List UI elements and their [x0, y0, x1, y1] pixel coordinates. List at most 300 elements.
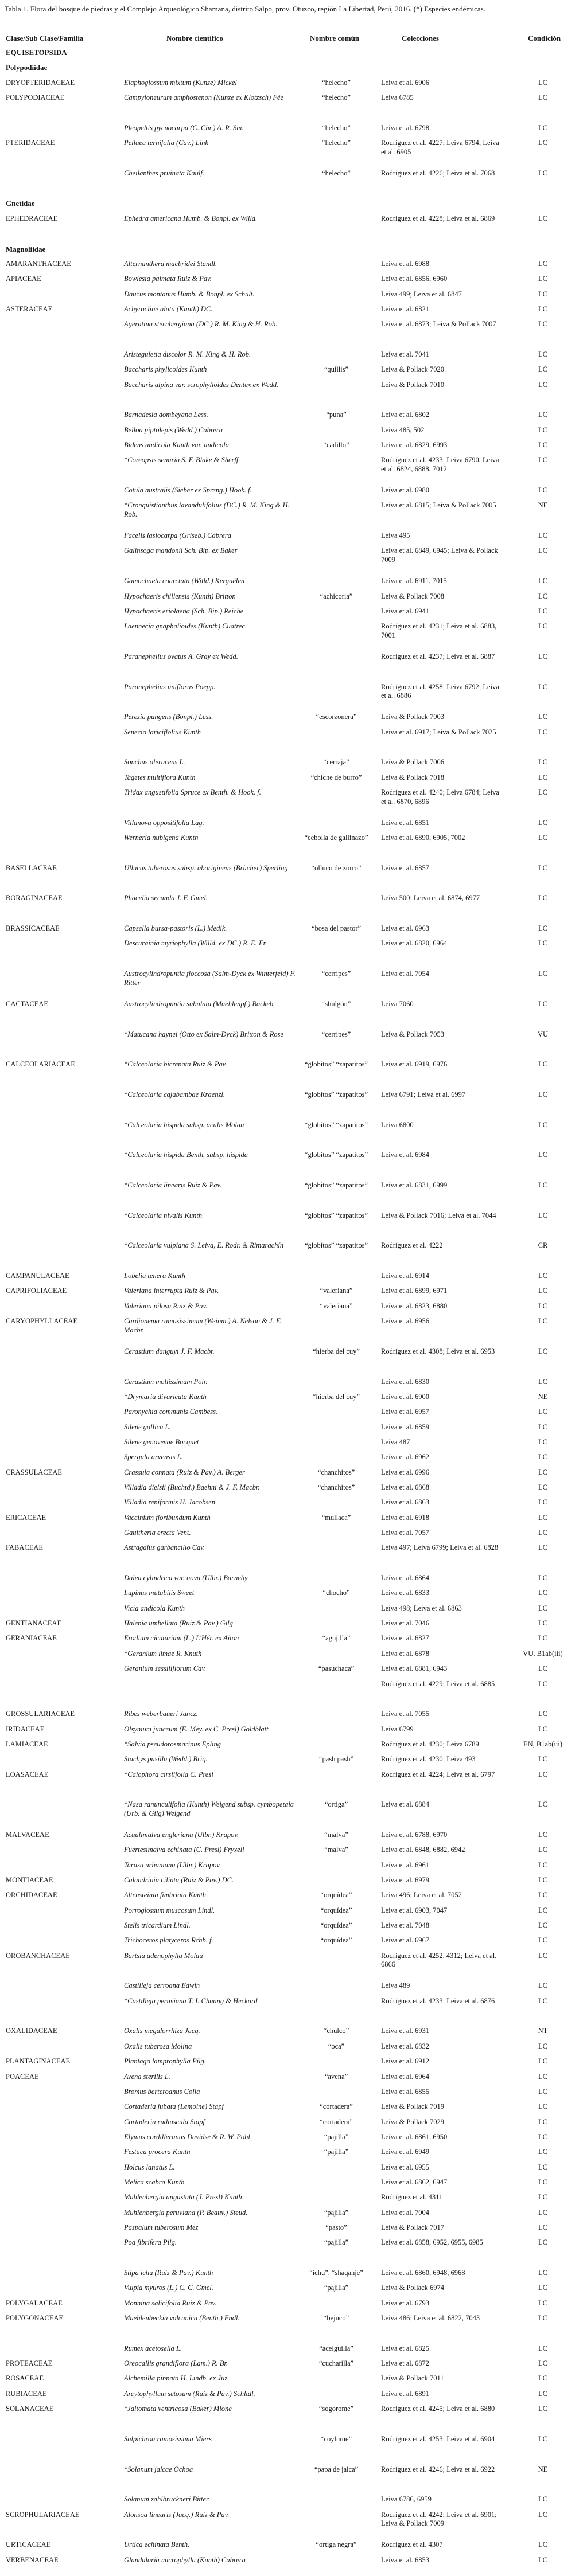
collections-cell: Leiva 500; Leiva et al. 6874, 6977 [381, 894, 480, 902]
collections-cell: Leiva et al. 6884 [381, 1800, 429, 1809]
condition-cell: LC [538, 1936, 547, 1945]
collections-cell: Leiva et al. 6903, 7047 [381, 1906, 448, 1914]
family-cell: CALCEOLARIACEAE [6, 1060, 75, 1069]
family-cell: URTICACEAE [6, 2540, 51, 2549]
common-name-cell: “pash pash” [318, 1755, 354, 1764]
family-cell: SOLANACEAE [6, 2405, 54, 2413]
condition-cell: LC [538, 214, 547, 222]
common-name-cell: “papa de jalca” [314, 2465, 359, 2473]
condition-cell: LC [538, 970, 547, 978]
collections-cell: Leiva et al. 6911, 7015 [381, 577, 447, 585]
collections-cell: Leiva et al. 6849, 6945; Leiva & Pollack 7009 [381, 546, 498, 564]
collections-cell: Leiva & Pollack 7016; Leiva et al. 7044 [381, 1211, 496, 1219]
condition-cell: LC [538, 275, 547, 283]
collections-cell: Leiva & Pollack 7017 [381, 2223, 445, 2231]
condition-cell: LC [538, 1574, 547, 1582]
condition-cell: LC [538, 1422, 547, 1431]
condition-cell: LC [538, 1800, 547, 1809]
scientific-name-cell: *Drymaria divaricata Kunth [124, 1392, 207, 1401]
scientific-name-cell: Campyloneurum amphostenon (Kunze ex Klotzsch) Fée [124, 93, 284, 102]
condition-cell: LC [538, 1317, 547, 1326]
condition-cell: LC [538, 1151, 547, 1159]
condition-cell: LC [538, 304, 547, 313]
family-cell: GROSSULARIACEAE [6, 1710, 75, 1718]
condition-cell: LC [538, 2510, 547, 2519]
common-name-cell: “helecho” [322, 123, 351, 132]
scientific-name-cell: Sonchus oleraceus L. [124, 758, 185, 767]
collections-cell: Leiva et al. 6979 [381, 1876, 429, 1885]
collections-cell: Leiva et al. 6857 [381, 863, 429, 872]
common-name-cell: “ortiga negra” [316, 2540, 357, 2549]
collections-cell: Leiva et al. 6917; Leiva & Pollack 7025 [381, 728, 496, 736]
scientific-name-cell: *Calceolaria bicrenata Ruiz & Pav. [124, 1060, 227, 1069]
family-cell: POLYGALACEAE [6, 2299, 63, 2307]
condition-cell: LC [538, 1181, 547, 1190]
condition-cell: LC [538, 1453, 547, 1461]
condition-cell: LC [538, 758, 547, 767]
collections-cell: Leiva et al. 6964 [381, 2072, 429, 2081]
condition-cell: NE [538, 2465, 548, 2473]
common-name-cell: “olluco de zorro” [311, 863, 362, 872]
common-name-cell: “globitos” “zapatitos” [304, 1241, 368, 1250]
common-name-cell: “sogorome” [318, 2405, 354, 2413]
scientific-name-cell: Festuca procera Kunth [124, 2148, 191, 2156]
family-cell: LAMIACEAE [6, 1740, 48, 1748]
scientific-name-cell: Villadia dielsii (Buchtd.) Baehni & J. F. Macbr. [124, 1483, 260, 1491]
collections-cell: Rodríguez et al. 4233; Leiva et al. 6876 [381, 1996, 495, 2005]
collections-cell: Leiva et al. 6873; Leiva & Pollack 7007 [381, 320, 496, 329]
family-cell: MALVACEAE [6, 1830, 49, 1839]
condition-cell: LC [538, 2495, 547, 2504]
collections-cell: Leiva et al. 6890, 6905, 7002 [381, 834, 465, 842]
collections-cell: Rodríguez et al. 4242; Leiva et al. 6901; Leiva & Pollack 7009 [381, 2510, 497, 2528]
collections-cell: Leiva 499; Leiva et al. 6847 [381, 290, 462, 298]
collections-cell: Leiva 487 [381, 1437, 410, 1446]
scientific-name-cell: Erodium cicutarium (L.) L'Hér. ex Aiton [124, 1634, 239, 1643]
condition-cell: LC [538, 788, 547, 797]
scientific-name-cell: Paspalum tuberosum Mez [124, 2223, 199, 2231]
scientific-name-cell: Cortaderia rudiuscula Stapf [124, 2117, 205, 2126]
condition-cell: LC [538, 78, 547, 87]
collections-cell: Leiva et al. 6860, 6948, 6968 [381, 2269, 465, 2277]
family-cell: PLANTAGINACEAE [6, 2057, 71, 2066]
collections-cell: Leiva et al. 6980 [381, 486, 429, 495]
condition-cell: LC [538, 2344, 547, 2352]
scientific-name-cell: Porroglossum muscosum Lindl. [124, 1906, 215, 1914]
condition-cell: LC [538, 1543, 547, 1552]
scientific-name-cell: Baccharis phylicoides Kunth [124, 365, 207, 374]
scientific-name-cell: Muhlenbergia angustata (J. Presl) Kunth [124, 2193, 242, 2202]
scientific-name-cell: *Matucana haynei (Otto ex Salm-Dyck) Britton & Rose [124, 1030, 284, 1038]
condition-cell: LC [538, 1408, 547, 1416]
condition-cell: LC [538, 1770, 547, 1778]
scientific-name-cell: Melica scabra Kunth [124, 2178, 185, 2186]
collections-cell: Leiva et al. 6962 [381, 1453, 429, 1461]
collections-cell: Rodríguez et al. 4246; Leiva et al. 6922 [381, 2465, 495, 2473]
collections-cell: Leiva et al. 6848, 6882, 6942 [381, 1846, 465, 1854]
condition-cell: LC [538, 1981, 547, 1990]
collections-cell: Rodríguez et al. 4307 [381, 2540, 443, 2549]
condition-cell: LC [538, 1377, 547, 1386]
collections-cell: Leiva et al. 6861, 6950 [381, 2132, 448, 2141]
scientific-name-cell: Gaultheria erecta Vent. [124, 1529, 191, 1537]
collections-cell: Leiva et al. 6863 [381, 1498, 429, 1507]
header-scientific-name: Nombre científico [166, 34, 224, 42]
condition-cell: LC [538, 1604, 547, 1612]
common-name-cell: “coylume” [320, 2434, 352, 2443]
collections-cell: Leiva et al. 6918 [381, 1513, 429, 1522]
condition-cell: LC [538, 290, 547, 298]
collections-cell: Leiva & Pollack 7053 [381, 1030, 445, 1038]
common-name-cell: “hierba del cuy” [313, 1392, 360, 1401]
scientific-name-cell: Descurainia myriophylla (Willd. ex DC.) R. E. Fr. [124, 939, 267, 948]
condition-cell: LC [538, 2284, 547, 2292]
collections-cell: Leiva & Pollack 7019 [381, 2102, 445, 2111]
condition-cell: LC [538, 2087, 547, 2096]
collections-cell: Rodríguez et al. 4229; Leiva et al. 6885 [381, 1679, 495, 1688]
scientific-name-cell: Barnadesia dombeyana Less. [124, 411, 208, 419]
family-cell: CACTACEAE [6, 999, 48, 1008]
common-name-cell: “cucharilla” [318, 2359, 354, 2368]
scientific-name-cell: Capsella bursa-pastoris (L.) Medik. [124, 924, 227, 933]
scientific-name-cell: Vulpia myuros (L.) C. C. Gmel. [124, 2284, 213, 2292]
collections-cell: Leiva & Pollack 7020 [381, 365, 445, 374]
scientific-name-cell: Bromus berteroanus Colla [124, 2087, 200, 2096]
family-cell: SCROPHULARIACEAE [6, 2510, 80, 2519]
collections-cell: Leiva et al. 6831, 6999 [381, 1181, 448, 1190]
collections-cell: Leiva et al. 6851 [381, 818, 429, 827]
common-name-cell: “puna” [326, 411, 347, 419]
condition-cell: LC [538, 652, 547, 660]
condition-cell: LC [538, 1211, 547, 1219]
condition-cell: LC [538, 1272, 547, 1280]
condition-cell: CR [538, 1241, 548, 1250]
common-name-cell: “pasto” [325, 2223, 347, 2231]
scientific-name-cell: Altensteinia fimbriata Kunth [124, 1891, 207, 1899]
common-name-cell: “bosa del pastor” [311, 924, 362, 933]
condition-cell: LC [538, 139, 547, 147]
scientific-name-cell: Elaphoglossum mixtum (Kunze) Mickel [124, 78, 237, 87]
scientific-name-cell: *Salvia pseudorosmarinus Epling [124, 1740, 221, 1748]
condition-cell: LC [538, 999, 547, 1008]
collections-cell: Leiva et al. 6832 [381, 2042, 429, 2050]
common-name-cell: “valeriana” [320, 1287, 353, 1295]
scientific-name-cell: Ribes weberbaueri Jancz. [124, 1710, 198, 1718]
condition-cell: LC [538, 2208, 547, 2217]
collections-cell: Leiva et al. 6830 [381, 1377, 429, 1386]
condition-cell: LC [538, 486, 547, 495]
group-label: Polypodiidae [6, 63, 48, 72]
collections-cell: Rodríguez et al. 4253; Leiva et al. 6904 [381, 2434, 495, 2443]
condition-cell: LC [538, 2223, 547, 2231]
header-common-name: Nombre común [310, 34, 360, 42]
scientific-name-cell: Crassula connata (Ruiz & Pav.) A. Berger [124, 1468, 245, 1476]
collections-cell: Leiva & Pollack 7003 [381, 713, 445, 721]
family-cell: LOASACEAE [6, 1770, 49, 1778]
collections-cell: Rodríguez et al. 4311 [381, 2193, 443, 2202]
common-name-cell: “hierba del cuy” [313, 1347, 360, 1355]
common-name-cell: “globitos” “zapatitos” [304, 1211, 368, 1219]
condition-cell: LC [538, 2359, 547, 2368]
condition-cell: LC [538, 1830, 547, 1839]
condition-cell: LC [538, 1755, 547, 1764]
collections-cell: Leiva et al. 7048 [381, 1921, 429, 1930]
group-label: EQUISETOPSIDA [6, 48, 67, 57]
collections-cell: Leiva et al. 6891 [381, 2389, 429, 2398]
collections-cell: Leiva et al. 6967 [381, 1936, 429, 1945]
condition-cell: LC [538, 1498, 547, 1507]
scientific-name-cell: Facelis lasiocarpa (Griseb.) Cabrera [124, 531, 232, 540]
collections-cell: Leiva et al. 6868 [381, 1483, 429, 1491]
condition-cell: LC [538, 169, 547, 177]
scientific-name-cell: Alchemilla pinnata H. Lindb. ex Juz. [124, 2374, 230, 2383]
family-cell: BRASSICACEAE [6, 924, 60, 933]
scientific-name-cell: Urtica echinata Benth. [124, 2540, 190, 2549]
scientific-name-cell: *Castilleja peruviana T. I. Chuang & Heckard [124, 1996, 258, 2005]
family-cell: CARYOPHYLLACEAE [6, 1317, 78, 1326]
collections-cell: Leiva et al. 7046 [381, 1619, 429, 1628]
condition-cell: LC [538, 607, 547, 615]
collections-cell: Leiva et al. 6862, 6947 [381, 2178, 448, 2186]
collections-cell: Leiva 495 [381, 531, 410, 540]
common-name-cell: “ortiga” [324, 1800, 348, 1809]
family-cell: RUBIACEAE [6, 2389, 47, 2398]
common-name-cell: “helecho” [322, 139, 351, 147]
condition-cell: LC [538, 1347, 547, 1355]
common-name-cell: “avena” [324, 2072, 348, 2081]
group-label: Magnoliidae [6, 244, 46, 253]
condition-cell: LC [538, 1090, 547, 1099]
condition-cell: LC [538, 123, 547, 132]
condition-cell: LC [538, 425, 547, 434]
condition-cell: LC [538, 1664, 547, 1673]
condition-cell: LC [538, 1437, 547, 1446]
scientific-name-cell: Tarasa urbaniana (Ulbr.) Krapov. [124, 1860, 221, 1869]
common-name-cell: “cebolla de gallinazo” [304, 834, 368, 842]
scientific-name-cell: Belloa piptolepis (Wedd.) Cabrera [124, 425, 223, 434]
scientific-name-cell: Achyrocline alata (Kunth) DC. [124, 304, 213, 313]
condition-cell: LC [538, 863, 547, 872]
condition-cell: LC [538, 2314, 547, 2323]
common-name-cell: “quillis” [324, 365, 349, 374]
condition-cell: LC [538, 1301, 547, 1310]
condition-cell: LC [538, 320, 547, 329]
common-name-cell: “orquídea” [320, 1891, 352, 1899]
collections-cell: Leiva et al. 6956 [381, 1317, 429, 1326]
scientific-name-cell: *Cronquistianthus lavandulifolius (DC.) R. M. King & H. Rob. [124, 501, 290, 518]
collections-cell: Leiva et al. 6855 [381, 2087, 429, 2096]
common-name-cell: “chanchitos” [317, 1468, 355, 1476]
condition-cell: LC [538, 682, 547, 691]
collections-cell: Rodríguez et al. 4227; Leiva 6794; Leiva et al. 6905 [381, 139, 499, 156]
common-name-cell: “escorzonera” [316, 713, 357, 721]
scientific-name-cell: Villadia reniformis H. Jacobsen [124, 1498, 216, 1507]
scientific-name-cell: Cortaderia jubata (Lemoine) Stapf [124, 2102, 224, 2111]
condition-cell: LC [538, 259, 547, 268]
collections-cell: Leiva et al. 6859 [381, 1422, 429, 1431]
scientific-name-cell: *Solanum jalcae Ochoa [124, 2465, 193, 2473]
collections-cell: Rodríguez et al. 4240; Leiva 6784; Leiva et al. 6870, 6896 [381, 788, 499, 806]
scientific-name-cell: Cotula australis (Sieber ex Spreng.) Hook. f. [124, 486, 252, 495]
scientific-name-cell: Holcus lanatus L. [124, 2163, 175, 2171]
collections-cell: Leiva et al. 6827 [381, 1634, 429, 1643]
family-cell: PTERIDACEAE [6, 139, 55, 147]
family-cell: VERBENACEAE [6, 2555, 59, 2564]
collections-cell: Leiva 498; Leiva et al. 6863 [381, 1604, 462, 1612]
scientific-name-cell: Silene genovevae Bocquet [124, 1437, 199, 1446]
collections-cell: Leiva et al. 6820, 6964 [381, 939, 448, 948]
collections-cell: Leiva et al. 6793 [381, 2299, 429, 2307]
scientific-name-cell: Olsynium junceum (E. Mey. ex C. Presl) Goldblatt [124, 1725, 269, 1733]
scientific-name-cell: Elymus cordilleranus Davidse & R. W. Pohl [124, 2132, 250, 2141]
scientific-name-cell: Ephedra americana Humb. & Bonpl. ex Willd. [124, 214, 258, 222]
common-name-cell: “globitos” “zapatitos” [304, 1090, 368, 1099]
collections-cell: Leiva et al. 6802 [381, 411, 429, 419]
scientific-name-cell: Perezia pungens (Bonpl.) Less. [124, 713, 213, 721]
collections-cell: Leiva 496; Leiva et al. 7052 [381, 1891, 462, 1899]
scientific-name-cell: Alonsoa linearis (Jacq.) Ruiz & Pav. [124, 2510, 230, 2519]
common-name-cell: “orquídea” [320, 1906, 352, 1914]
family-cell: BORAGINACEAE [6, 894, 63, 902]
condition-cell: LC [538, 2238, 547, 2247]
collections-cell: Leiva et al. 6914 [381, 1272, 429, 1280]
scientific-name-cell: Poa fibrifera Pilg. [124, 2238, 177, 2247]
condition-cell: LC [538, 2042, 547, 2050]
collections-cell: Leiva 497; Leiva 6799; Leiva et al. 6828 [381, 1543, 499, 1552]
scientific-name-cell: Oreocallis grandiflora (Lam.) R. Br. [124, 2359, 228, 2368]
scientific-name-cell: *Calceolaria linearis Ruiz & Pav. [124, 1181, 222, 1190]
scientific-name-cell: Phacelia secunda J. F. Gmel. [124, 894, 208, 902]
common-name-cell: “chocho” [322, 1589, 350, 1597]
family-cell: OXALIDACEAE [6, 2027, 57, 2035]
condition-cell: LC [538, 1589, 547, 1597]
collections-cell: Leiva et al. 6858, 6952, 6955, 6985 [381, 2238, 483, 2247]
scientific-name-cell: Paranephelius ovatus A. Gray ex Wedd. [124, 652, 238, 660]
condition-cell: LC [538, 1619, 547, 1628]
scientific-name-cell: Ageratina sternbergiana (DC.) R. M. King & H. Rob. [124, 320, 278, 329]
scientific-name-cell: *Calceolaria hispida Benth. subsp. hispida [124, 1151, 248, 1159]
collections-cell: Leiva & Pollack 6974 [381, 2284, 445, 2292]
common-name-cell: “pajilla” [324, 2238, 349, 2247]
common-name-cell: “globitos” “zapatitos” [304, 1060, 368, 1069]
scientific-name-cell: Bowlesia palmata Ruiz & Pav. [124, 275, 212, 283]
condition-cell: LC [538, 2163, 547, 2171]
family-cell: ERICACEAE [6, 1513, 46, 1522]
scientific-name-cell: Galinsoga mandonii Sch. Bip. ex Baker [124, 546, 238, 555]
scientific-name-cell: Oxalis tuberosa Molina [124, 2042, 192, 2050]
condition-cell: LC [538, 350, 547, 358]
collections-cell: Leiva et al. 6955 [381, 2163, 429, 2171]
condition-cell: LC [538, 713, 547, 721]
scientific-name-cell: Muehlenbeckia volcanica (Benth.) Endl. [124, 2314, 240, 2323]
scientific-name-cell: Acaulimalva engleriana (Ulbr.) Krapov. [124, 1830, 239, 1839]
scientific-name-cell: Cheilanthes pruinata Kaulf. [124, 169, 204, 177]
scientific-name-cell: Dalea cylindrica var. nova (Ulbr.) Barneby [124, 1574, 248, 1582]
table-caption: Tabla 1. Flora del bosque de piedras y el Complejo Arqueológico Shamana, distrito Salpo, prov. Otuzco, región La Libertad, Perú, 2016. (*) Especies endémicas. [5, 5, 485, 13]
scientific-name-cell: Pleopeltis pycnocarpa (C. Chr.) A. R. Sm. [124, 123, 244, 132]
collections-cell: Leiva et al. 6825 [381, 2344, 429, 2352]
scientific-name-cell: Daucus montanus Humb. & Bonpl. ex Schult. [124, 290, 255, 298]
common-name-cell: “helecho” [322, 169, 351, 177]
collections-cell: Leiva et al. 6906 [381, 78, 429, 87]
scientific-name-cell: Monnina salicifolia Ruiz & Pav. [124, 2299, 217, 2307]
family-cell: BASELLACEAE [6, 863, 57, 872]
common-name-cell: “helecho” [322, 78, 351, 87]
scientific-name-cell: Arcytophyllum setosum (Ruiz & Pav.) Schltdl. [124, 2389, 255, 2398]
family-cell: GERANIACEAE [6, 1634, 57, 1643]
scientific-name-cell: *Nasa ranunculifolia (Kunth) Weigend subsp. cymbopetala (Urb. & Gilg) Weigend [124, 1800, 294, 1817]
condition-cell: LC [538, 2132, 547, 2141]
scientific-name-cell: Paronychia communis Cambess. [124, 1408, 218, 1416]
condition-cell: LC [538, 2555, 547, 2564]
condition-cell: NE [538, 501, 548, 510]
condition-cell: VU [537, 1030, 549, 1038]
condition-cell: LC [538, 380, 547, 389]
scientific-name-cell: Vaccinium floribundum Kunth [124, 1513, 211, 1522]
family-cell: POLYPODIACEAE [6, 93, 65, 102]
scientific-name-cell: Valeriana pilosa Ruiz & Pav. [124, 1301, 208, 1310]
scientific-name-cell: Gamochaeta coarctata (Willd.) Kerguélen [124, 577, 245, 585]
condition-cell: EN, B1ab(iii) [523, 1740, 563, 1748]
collections-cell: Leiva et al. 6798 [381, 123, 429, 132]
collections-cell: Leiva 6791; Leiva et al. 6997 [381, 1090, 466, 1099]
common-name-cell: “helecho” [322, 93, 351, 102]
scientific-name-cell: Baccharis alpina var. scrophylloides Dentex ex Wedd. [124, 380, 279, 389]
scientific-name-cell: Cardionema ramosissimum (Weinm.) A. Nelson & J. F. Macbr. [124, 1317, 281, 1334]
scientific-name-cell: Solanum zahlbruckneri Bitter [124, 2495, 209, 2504]
collections-cell: Leiva et al. 6864 [381, 1574, 429, 1582]
condition-cell: LC [538, 1876, 547, 1885]
condition-cell: LC [538, 577, 547, 585]
collections-cell: Leiva 6786, 6959 [381, 2495, 432, 2504]
common-name-cell: “cerraja” [323, 758, 349, 767]
family-cell: POLYGONACEAE [6, 2314, 64, 2323]
collections-cell: Leiva et al. 6823, 6880 [381, 1301, 448, 1310]
condition-cell: LC [538, 1468, 547, 1476]
scientific-name-cell: *Geranium limae R. Knuth [124, 1649, 202, 1658]
scientific-name-cell: Tagetes multiflora Kunth [124, 773, 196, 781]
family-cell: ORCHIDACEAE [6, 1891, 57, 1899]
condition-cell: LC [538, 1921, 547, 1930]
common-name-cell: “achicoria” [320, 592, 353, 600]
family-cell: CRASSULACEAE [6, 1468, 62, 1476]
condition-cell: LC [538, 2434, 547, 2443]
common-name-cell: “orquídea” [320, 1921, 352, 1930]
collections-cell: Leiva et al. 6872 [381, 2359, 429, 2368]
condition-cell: LC [538, 1120, 547, 1129]
condition-cell: LC [538, 834, 547, 842]
condition-cell: LC [538, 2193, 547, 2202]
collections-cell: Leiva & Pollack 7008 [381, 592, 445, 600]
collections-cell: Rodríguez et al. 4237; Leiva et al. 6887 [381, 652, 495, 660]
collections-cell: Leiva et al. 6899, 6971 [381, 1287, 448, 1295]
family-cell: ROSACEAE [6, 2374, 44, 2383]
collections-cell: Leiva et al. 6919, 6976 [381, 1060, 448, 1069]
collections-cell: Rodríguez et al. 4230; Leiva 493 [381, 1755, 476, 1764]
family-cell: ASTERACEAE [6, 304, 53, 313]
condition-cell: LC [538, 2405, 547, 2413]
scientific-name-cell: Castilleja cerroana Edwin [124, 1981, 200, 1990]
common-name-cell: “chulco” [323, 2027, 349, 2035]
condition-cell: LC [538, 773, 547, 781]
collections-cell: Leiva et al. 6788, 6970 [381, 1830, 448, 1839]
condition-cell: LC [538, 2102, 547, 2111]
condition-cell: LC [538, 2117, 547, 2126]
group-label: Gnetidae [6, 199, 35, 208]
scientific-name-cell: Valeriana interrupta Ruiz & Pav. [124, 1287, 219, 1295]
condition-cell: LC [538, 1846, 547, 1854]
collections-cell: Leiva et al. 7054 [381, 970, 429, 978]
